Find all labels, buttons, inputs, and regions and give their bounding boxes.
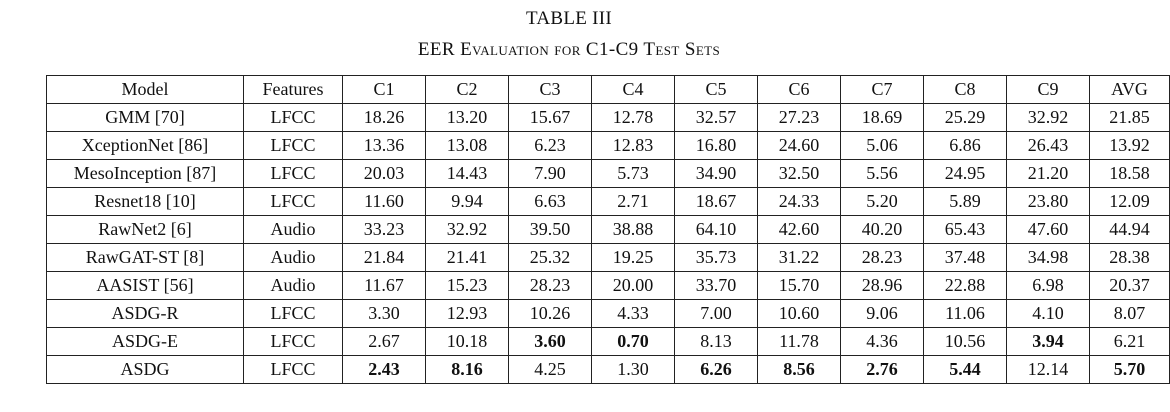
features-cell: Audio <box>244 244 343 272</box>
eer-value-cell: 28.23 <box>841 244 924 272</box>
table-row <box>47 328 1170 356</box>
eer-value-cell: 13.92 <box>1090 132 1170 160</box>
eer-value-cell: 5.56 <box>841 160 924 188</box>
eer-value-cell: 7.90 <box>509 160 592 188</box>
eer-value-cell: 9.06 <box>841 300 924 328</box>
eer-value-cell: 3.94 <box>1007 328 1090 356</box>
eer-value-cell: 6.26 <box>675 356 758 384</box>
table-row <box>47 244 1170 272</box>
eer-value-cell: 32.57 <box>675 104 758 132</box>
eer-value-cell: 11.60 <box>343 188 426 216</box>
eer-value-cell: 5.44 <box>924 356 1007 384</box>
features-cell: LFCC <box>244 356 343 384</box>
eer-value-cell: 4.33 <box>592 300 675 328</box>
column-header: C1 <box>343 76 426 104</box>
eer-value-cell: 31.22 <box>758 244 841 272</box>
eer-value-cell: 38.88 <box>592 216 675 244</box>
table-row <box>47 356 1170 384</box>
eer-value-cell: 6.98 <box>1007 272 1090 300</box>
eer-value-cell: 5.20 <box>841 188 924 216</box>
features-cell: LFCC <box>244 160 343 188</box>
eer-value-cell: 2.76 <box>841 356 924 384</box>
column-header: AVG <box>1090 76 1170 104</box>
eer-value-cell: 24.95 <box>924 160 1007 188</box>
eer-value-cell: 6.63 <box>509 188 592 216</box>
eer-value-cell: 6.21 <box>1090 328 1170 356</box>
eer-value-cell: 12.83 <box>592 132 675 160</box>
eer-value-cell: 8.16 <box>426 356 509 384</box>
eer-value-cell: 11.78 <box>758 328 841 356</box>
eer-value-cell: 32.92 <box>1007 104 1090 132</box>
eer-value-cell: 39.50 <box>509 216 592 244</box>
eer-value-cell: 4.25 <box>509 356 592 384</box>
eer-value-cell: 8.13 <box>675 328 758 356</box>
table-row <box>47 300 1170 328</box>
eer-value-cell: 10.26 <box>509 300 592 328</box>
eer-value-cell: 32.92 <box>426 216 509 244</box>
eer-value-cell: 33.23 <box>343 216 426 244</box>
eer-value-cell: 6.23 <box>509 132 592 160</box>
column-header: C2 <box>426 76 509 104</box>
eer-value-cell: 2.71 <box>592 188 675 216</box>
eer-value-cell: 12.14 <box>1007 356 1090 384</box>
eer-value-cell: 28.38 <box>1090 244 1170 272</box>
eer-value-cell: 20.03 <box>343 160 426 188</box>
header-row <box>47 76 1170 104</box>
eer-value-cell: 12.09 <box>1090 188 1170 216</box>
eer-value-cell: 20.00 <box>592 272 675 300</box>
eer-value-cell: 20.37 <box>1090 272 1170 300</box>
column-header: C8 <box>924 76 1007 104</box>
eer-value-cell: 11.67 <box>343 272 426 300</box>
eer-value-cell: 7.00 <box>675 300 758 328</box>
eer-value-cell: 42.60 <box>758 216 841 244</box>
eer-value-cell: 1.30 <box>592 356 675 384</box>
eer-value-cell: 35.73 <box>675 244 758 272</box>
table-row <box>47 104 1170 132</box>
eer-value-cell: 64.10 <box>675 216 758 244</box>
eer-value-cell: 23.80 <box>1007 188 1090 216</box>
eer-value-cell: 4.10 <box>1007 300 1090 328</box>
eer-value-cell: 15.23 <box>426 272 509 300</box>
model-cell: ASDG <box>47 356 244 384</box>
eer-value-cell: 47.60 <box>1007 216 1090 244</box>
eer-value-cell: 8.07 <box>1090 300 1170 328</box>
table-row <box>47 160 1170 188</box>
eer-value-cell: 25.32 <box>509 244 592 272</box>
column-header: C7 <box>841 76 924 104</box>
eer-value-cell: 8.56 <box>758 356 841 384</box>
eer-value-cell: 18.67 <box>675 188 758 216</box>
eer-value-cell: 3.30 <box>343 300 426 328</box>
eer-value-cell: 18.26 <box>343 104 426 132</box>
eer-value-cell: 12.78 <box>592 104 675 132</box>
eer-value-cell: 6.86 <box>924 132 1007 160</box>
model-cell: ASDG-E <box>47 328 244 356</box>
eer-value-cell: 11.06 <box>924 300 1007 328</box>
eer-value-cell: 9.94 <box>426 188 509 216</box>
table-body <box>47 104 1170 384</box>
features-cell: LFCC <box>244 300 343 328</box>
features-cell: LFCC <box>244 188 343 216</box>
eer-value-cell: 21.85 <box>1090 104 1170 132</box>
eer-value-cell: 34.98 <box>1007 244 1090 272</box>
column-header: C3 <box>509 76 592 104</box>
column-header: C6 <box>758 76 841 104</box>
features-cell: LFCC <box>244 132 343 160</box>
eer-value-cell: 2.67 <box>343 328 426 356</box>
eer-value-cell: 19.25 <box>592 244 675 272</box>
table-row <box>47 132 1170 160</box>
features-cell: Audio <box>244 272 343 300</box>
model-cell: Resnet18 [10] <box>47 188 244 216</box>
model-cell: RawGAT-ST [8] <box>47 244 244 272</box>
eer-value-cell: 40.20 <box>841 216 924 244</box>
model-cell: ASDG-R <box>47 300 244 328</box>
eer-value-cell: 24.60 <box>758 132 841 160</box>
eer-value-cell: 21.41 <box>426 244 509 272</box>
eer-value-cell: 28.23 <box>509 272 592 300</box>
column-header: Model <box>47 76 244 104</box>
features-cell: LFCC <box>244 104 343 132</box>
column-header: Features <box>244 76 343 104</box>
eer-value-cell: 26.43 <box>1007 132 1090 160</box>
eer-value-cell: 5.73 <box>592 160 675 188</box>
eer-value-cell: 0.70 <box>592 328 675 356</box>
eer-value-cell: 27.23 <box>758 104 841 132</box>
eer-value-cell: 21.84 <box>343 244 426 272</box>
eer-value-cell: 21.20 <box>1007 160 1090 188</box>
eer-value-cell: 5.70 <box>1090 356 1170 384</box>
column-header: C4 <box>592 76 675 104</box>
table-number: TABLE III <box>525 8 613 29</box>
eer-value-cell: 3.60 <box>509 328 592 356</box>
model-cell: MesoInception [87] <box>47 160 244 188</box>
model-cell: RawNet2 [6] <box>47 216 244 244</box>
features-cell: LFCC <box>244 328 343 356</box>
eer-value-cell: 37.48 <box>924 244 1007 272</box>
table-caption: EER Evaluation for C1-C9 Test Sets <box>417 39 721 60</box>
eer-value-cell: 33.70 <box>675 272 758 300</box>
eer-value-cell: 12.93 <box>426 300 509 328</box>
eer-value-cell: 5.06 <box>841 132 924 160</box>
eer-value-cell: 5.89 <box>924 188 1007 216</box>
eer-value-cell: 18.58 <box>1090 160 1170 188</box>
eer-value-cell: 2.43 <box>343 356 426 384</box>
eer-value-cell: 65.43 <box>924 216 1007 244</box>
eer-value-cell: 34.90 <box>675 160 758 188</box>
eer-value-cell: 10.56 <box>924 328 1007 356</box>
column-header: C9 <box>1007 76 1090 104</box>
eer-value-cell: 13.08 <box>426 132 509 160</box>
eer-value-cell: 4.36 <box>841 328 924 356</box>
table-row <box>47 272 1170 300</box>
eer-value-cell: 24.33 <box>758 188 841 216</box>
table-row <box>47 188 1170 216</box>
eer-value-cell: 44.94 <box>1090 216 1170 244</box>
eer-value-cell: 25.29 <box>924 104 1007 132</box>
model-cell: XceptionNet [86] <box>47 132 244 160</box>
eer-value-cell: 32.50 <box>758 160 841 188</box>
eer-value-cell: 28.96 <box>841 272 924 300</box>
eer-results-table <box>46 75 1170 384</box>
model-cell: GMM [70] <box>47 104 244 132</box>
eer-value-cell: 22.88 <box>924 272 1007 300</box>
column-header: C5 <box>675 76 758 104</box>
eer-value-cell: 13.36 <box>343 132 426 160</box>
eer-value-cell: 14.43 <box>426 160 509 188</box>
features-cell: Audio <box>244 216 343 244</box>
eer-value-cell: 16.80 <box>675 132 758 160</box>
eer-value-cell: 10.18 <box>426 328 509 356</box>
table-row <box>47 216 1170 244</box>
model-cell: AASIST [56] <box>47 272 244 300</box>
eer-value-cell: 18.69 <box>841 104 924 132</box>
eer-value-cell: 15.70 <box>758 272 841 300</box>
eer-value-cell: 10.60 <box>758 300 841 328</box>
eer-value-cell: 15.67 <box>509 104 592 132</box>
eer-value-cell: 13.20 <box>426 104 509 132</box>
